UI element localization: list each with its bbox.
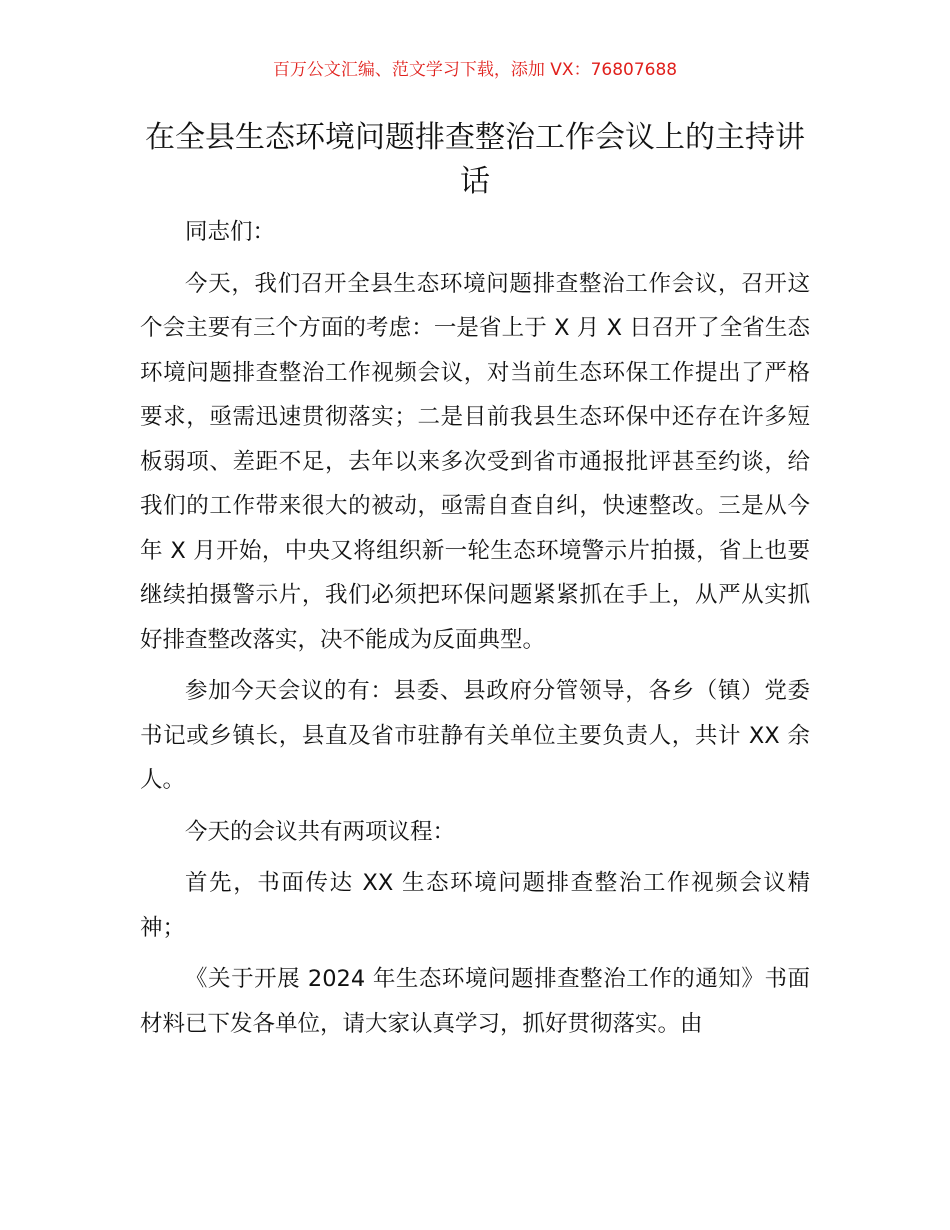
header-watermark-note: 百万公文汇编、范文学习下载，添加 VX：76807688 bbox=[272, 60, 678, 80]
document-title: 在全县生态环境问题排查整治工作会议上的主持讲话 bbox=[145, 120, 805, 199]
paragraph-salutation: 同志们： bbox=[185, 219, 276, 245]
paragraph-attendees: 参加今天会议的有：县委、县政府分管领导，各乡（镇）党委书记或乡镇长，县直及省市驻静有关单位主要负责人，共计 XX 余人。 bbox=[140, 678, 810, 793]
paragraph-agenda-item-1: 首先，书面传达 XX 生态环境问题排查整治工作视频会议精神； bbox=[140, 870, 810, 941]
document-body bbox=[140, 210, 810, 1053]
paragraph-background: 今天，我们召开全县生态环境问题排查整治工作会议，召开这个会主要有三个方面的考虑：一是省上于 X 月 X 日召开了全省生态环境问题排查整治工作视频会议，对当前生态环保工作提出了严格要求，亟需迅速贯彻落实；二是目前我县生态环保中还存在许多短板弱项、差距不足，去年以来多次受到省市通报批评甚至约谈，给我们的工作带来很大的被动，亟需自查自纠，快速整改。三是从今年 X 月开始，中央又将组织新一轮生态环境警示片拍摄，省上也要继续拍摄警示片，我们必须把环保问题紧紧抓在手上，从严从实抓好排查整改落实，决不能成为反面典型。 bbox=[140, 270, 810, 653]
paragraph-notice: 《关于开展 2024 年生态环境问题排查整治工作的通知》书面材料已下发各单位，请大家认真学习，抓好贯彻落实。由 bbox=[140, 966, 810, 1037]
paragraph-agenda-intro: 今天的会议共有两项议程： bbox=[185, 818, 456, 845]
